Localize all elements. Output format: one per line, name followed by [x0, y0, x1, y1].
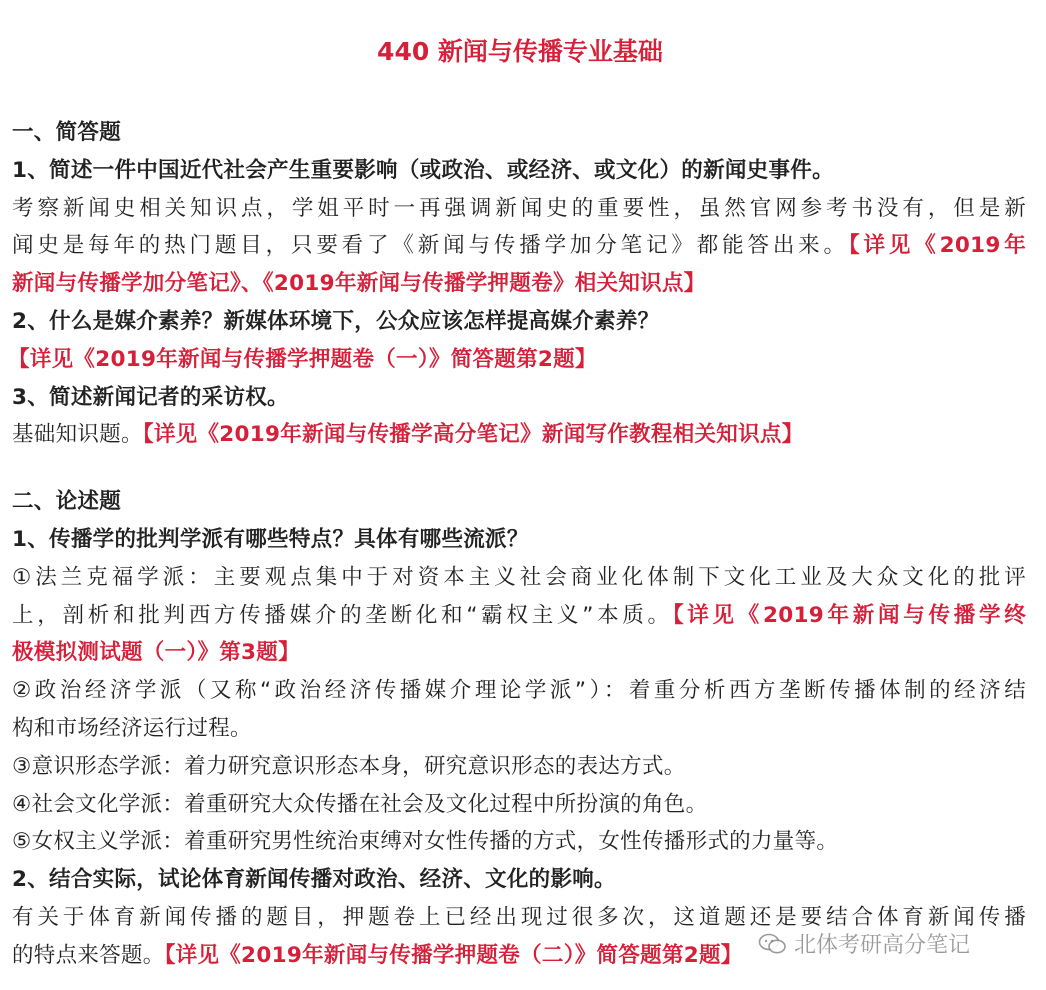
s1-q2-question: 2、什么是媒介素养？新媒体环境下，公众应该怎样提高媒介素养？ — [12, 308, 660, 334]
s2-q1-item1-reference-end: 极模拟测试题（一）》第3题】 — [12, 640, 300, 666]
s2-q1-question: 1、传播学的批判学派有哪些特点？具体有哪些流派？ — [12, 526, 529, 552]
s2-q1-item1-text: 上，剖析和批判西方传播媒介的垄断化和“霸权主义”本质。 — [12, 602, 673, 628]
s1-q2-reference: 【详见《2019年新闻与传播学押题卷（一）》简答题第2题】 — [8, 346, 597, 372]
s2-q1-item1-reference-start: 【详见《2019年新闻与传播学终 — [672, 602, 1027, 628]
document-page — [8, 30, 1027, 975]
s2-q1-item1 — [12, 559, 1026, 672]
s2-q1-item4: ④社会文化学派：着重研究大众传播在社会及文化过程中所扮演的角色。 — [12, 791, 708, 817]
s1-q1-question: 1、简述一件中国近代社会产生重要影响（或政治、或经济、或文化）的新闻史事件。 — [12, 157, 834, 183]
s2-q1-item2 — [12, 672, 1026, 748]
watermark-text: 北体考研高分笔记 — [794, 933, 971, 958]
s2-q2-question: 2、结合实际，试论体育新闻传播对政治、经济、文化的影响。 — [12, 867, 616, 893]
section1-heading: 一、简答题 — [12, 120, 122, 145]
page-title: 440 新闻与传播专业基础 — [377, 37, 663, 66]
s2-q2-reference: 【详见《2019年新闻与传播学押题卷（二）》简答题第2题】 — [164, 942, 743, 968]
wechat-icon — [758, 933, 788, 955]
s2-q1-item2-line1: ②政治经济学派（又称“政治经济传播媒介理论学派”）：着重分析西方垄断传播体制的经济结 — [12, 678, 1026, 704]
s1-q1-answer — [12, 190, 1026, 303]
s1-q1-reference-start: 【详见《2019年 — [848, 233, 1026, 259]
s2-q2-text: 的特点来答题。 — [12, 942, 165, 968]
s2-q1-item2-line2: 构和市场经济运行过程。 — [12, 715, 252, 741]
watermark — [758, 928, 970, 959]
s2-q1-item5: ⑤女权主义学派：着重研究男性统治束缚对女性传播的方式，女性传播形式的力量等。 — [12, 829, 839, 855]
s1-q1-text: 闻史是每年的热门题目，只要看了《新闻与传播学加分笔记》都能答出来。 — [12, 233, 849, 259]
s1-q3-text: 基础知识题。 — [12, 422, 143, 448]
s1-q3-answer — [12, 416, 1026, 454]
s1-q3-question: 3、简述新闻记者的采访权。 — [12, 384, 289, 410]
section2-heading: 二、论述题 — [12, 489, 122, 515]
s2-q1-item1-line2 — [12, 597, 1026, 635]
s1-q1-text-line2 — [12, 227, 1026, 265]
s1-q1-text-line1: 考察新闻史相关知识点，学姐平时一再强调新闻史的重要性，虽然官网参考书没有，但是新 — [12, 195, 1026, 221]
s1-q3-reference: 【详见《2019年新闻与传播学高分笔记》新闻写作教程相关知识点】 — [142, 422, 804, 448]
s2-q1-item1-line1: ①法兰克福学派：主要观点集中于对资本主义社会商业化体制下文化工业及大众文化的批评 — [12, 564, 1026, 590]
s2-q1-item3: ③意识形态学派：着力研究意识形态本身，研究意识形态的表达方式。 — [12, 753, 686, 779]
s1-q1-reference-end: 新闻与传播学加分笔记》、《2019年新闻与传播学押题卷》相关知识点】 — [12, 271, 706, 297]
s2-q2-text-line1: 有关于体育新闻传播的题目，押题卷上已经出现过很多次，这道题还是要结合体育新闻传播 — [12, 904, 1026, 930]
